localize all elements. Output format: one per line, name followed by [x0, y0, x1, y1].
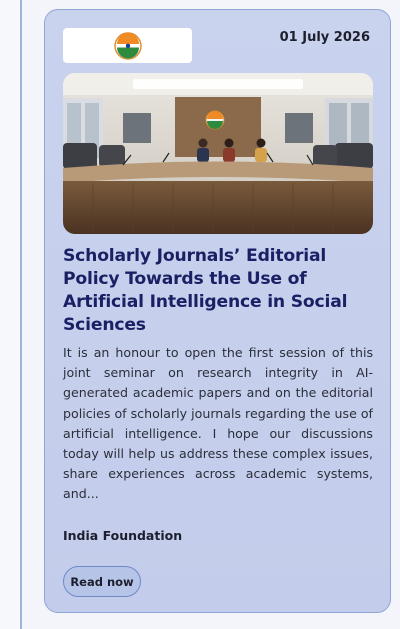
article-photo	[63, 73, 373, 234]
article-card[interactable]	[44, 9, 391, 613]
read-now-button[interactable]: Read now	[63, 566, 141, 597]
article-date: 01 July 2026	[279, 30, 370, 45]
article-title[interactable]: Scholarly Journals’ Editorial Policy Towards the Use of Artificial Intelligence in Social Sciences	[63, 246, 348, 335]
organization-logo	[63, 28, 192, 63]
left-rail	[0, 0, 22, 629]
article-organization: India Foundation	[63, 528, 183, 543]
article-excerpt: It is an honour to open the first session of this joint seminar on research integrity in AI-generated academic papers and on the editorial policies of scholarly journals regarding the use of artificial intelligence. I hope our discussions today will help us address these complex issues, share experiences across academic systems, and...	[63, 345, 373, 502]
india-foundation-emblem-icon	[113, 31, 143, 61]
